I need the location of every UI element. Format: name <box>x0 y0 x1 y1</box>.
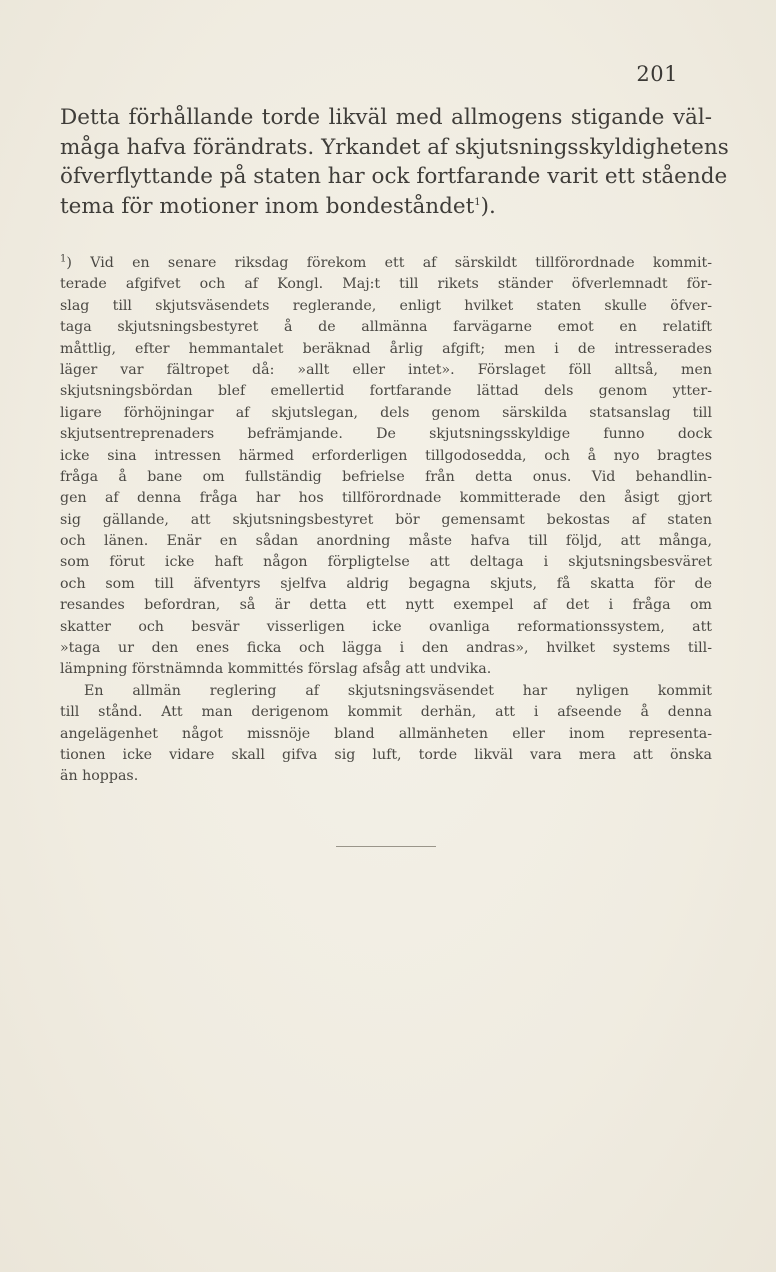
footnote-line: tionen icke vidare skall gifva sig luft, torde likväl vara mera att önska <box>60 746 712 763</box>
footnote-line <box>60 253 712 274</box>
main-line-last <box>60 192 712 222</box>
main-line: måga hafva förändrats. Yrkandet af skjutsningsskyldighetens <box>60 134 729 160</box>
footnote-line: resandes befordran, så är detta ett nytt exempel af det i fråga om <box>60 597 712 614</box>
footnote-line-text: ) Vid en senare riksdag förekom ett af särskildt tillförordnade kommit- <box>66 255 712 271</box>
main-line-text: tema för motioner inom bondeståndet <box>60 193 475 219</box>
footnote-line: som förut icke haft någon förpligtelse att deltaga i skjutsningsbesväret <box>60 554 712 571</box>
footnote-line: angelägenhet något missnöje bland allmänheten eller inom representa- <box>60 725 712 742</box>
footnote-line: lämpning förstnämnda kommittés förslag afsåg att undvika. <box>60 661 492 678</box>
footnote-line: och länen. Enär en sådan anordning måste hafva till följd, att många, <box>60 533 712 550</box>
footnote-line: till stånd. Att man derigenom kommit derhän, att i afseende å denna <box>60 704 712 721</box>
footnote-line: skatter och besvär visserligen icke ovanliga reformationssystem, att <box>60 618 712 635</box>
footnote-marker: 1 <box>60 253 67 265</box>
footnote-line: icke sina intressen härmed erforderligen tillgodosedda, och å nyo bragtes <box>60 447 712 464</box>
footnote-line: taga skjutsningsbestyret å de allmänna farvägarne emot en relatift <box>60 319 712 336</box>
footnote-line: sig gällande, att skjutsningsbestyret bör gemensamt bekostas af staten <box>60 511 712 528</box>
main-line-closing: ). <box>480 193 496 219</box>
footnote-line: slag till skjutsväsendets reglerande, enligt hvilket staten skulle öfver- <box>60 297 712 314</box>
main-paragraph <box>60 103 729 221</box>
footnote-line: skjutsentreprenaders befrämjande. De skjutsningsskyldige funno dock <box>60 426 712 443</box>
footnote-line: skjutsningsbördan blef emellertid fortfarande lättad dels genom ytter- <box>60 383 712 400</box>
footnote-line: terade afgifvet och af Kongl. Maj:t till rikets ständer öfverlemnadt för- <box>60 276 712 293</box>
footnote <box>60 253 712 788</box>
footnote-line: än hoppas. <box>60 768 139 785</box>
footnote-line: måttlig, efter hemmantalet beräknad årlig afgift; men i de intresserades <box>60 340 712 357</box>
section-divider <box>336 846 436 847</box>
footnote-reference[interactable]: 1 <box>474 196 481 208</box>
page-number: 201 <box>636 62 678 86</box>
main-line: öfverflyttande på staten har ock fortfarande varit ett stående <box>60 164 728 190</box>
footnote-line: fråga å bane om fullständig befrielse från detta onus. Vid behandlin- <box>60 468 712 485</box>
footnote-line: och som till äfventyrs sjelfva aldrig begagna skjuts, få skatta för de <box>60 575 712 592</box>
main-line: Detta förhållande torde likväl med allmogens stigande väl- <box>60 105 712 130</box>
footnote-line: En allmän reglering af skjutsningsväsendet har nyligen kommit <box>84 682 712 699</box>
footnote-line: gen af denna fråga har hos tillförordnade kommitterade den åsigt gjort <box>60 490 712 507</box>
footnote-line: läger var fältropet då: »allt eller intet». Förslaget föll alltså, men <box>60 361 712 378</box>
footnote-line: »taga ur den enes ficka och lägga i den andras», hvilket systems till- <box>60 640 712 657</box>
footnote-line: ligare förhöjningar af skjutslegan, dels genom särskilda statsanslag till <box>60 404 712 421</box>
